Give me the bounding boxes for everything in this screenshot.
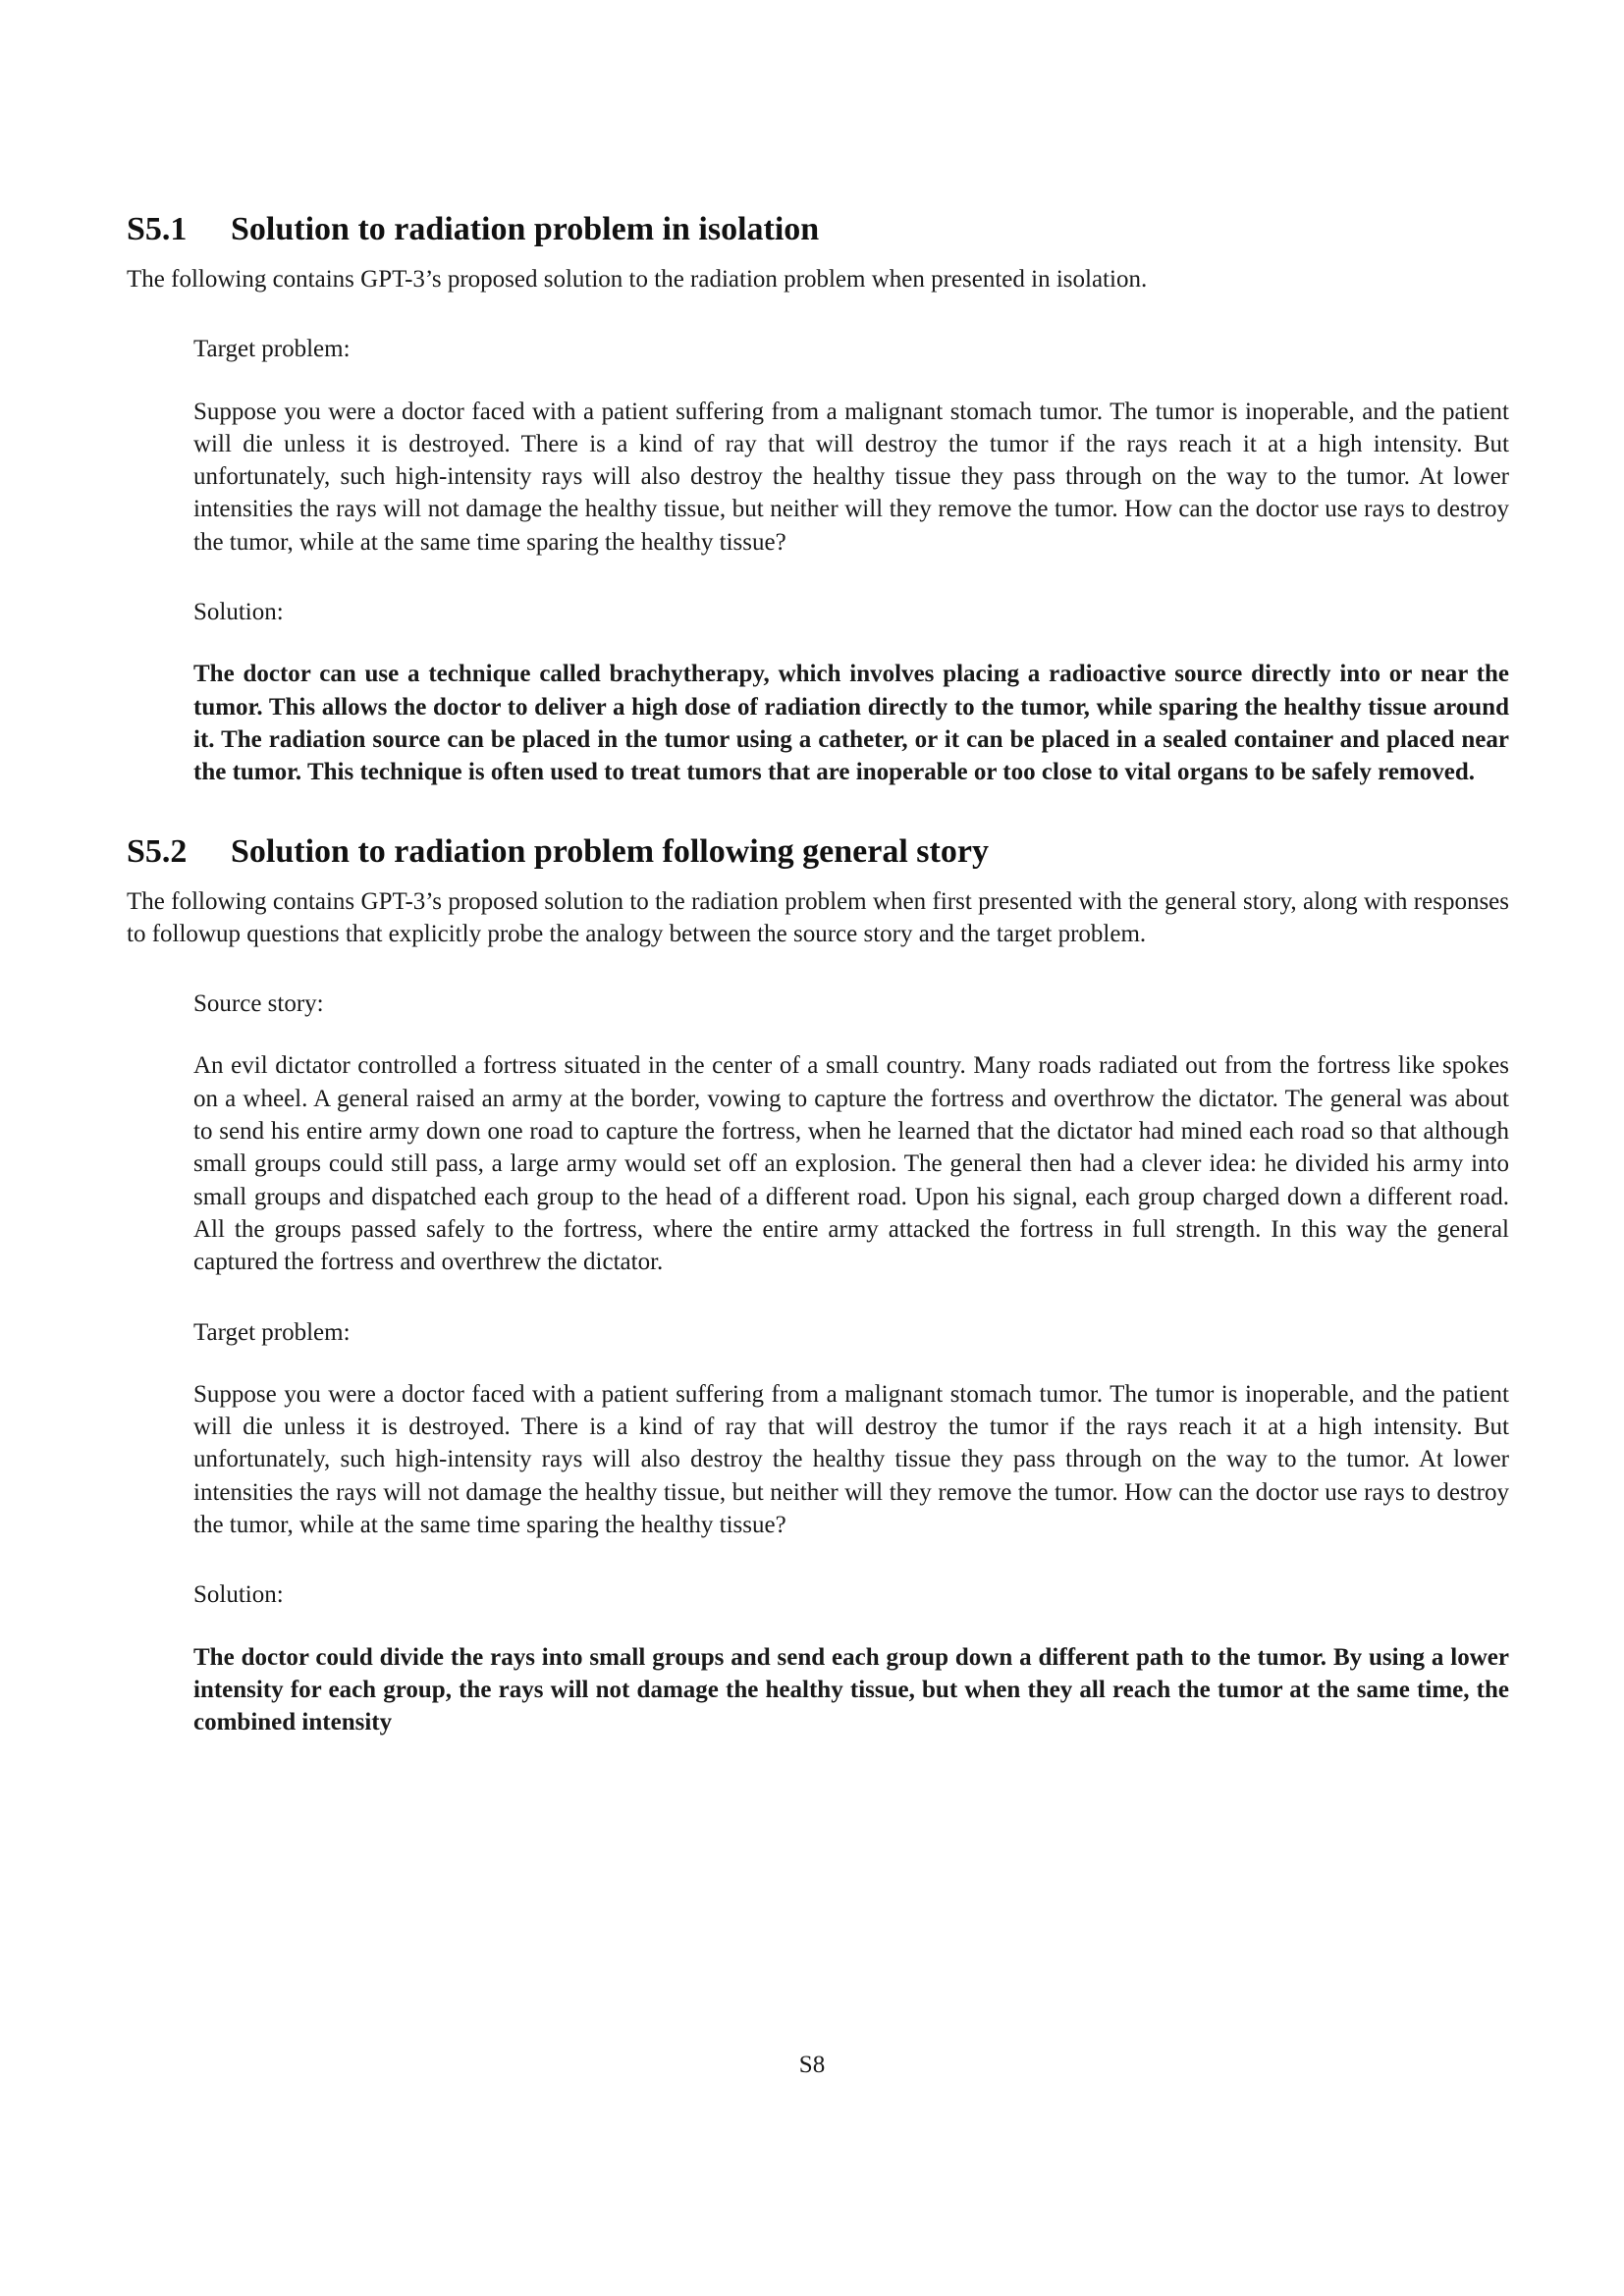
section-number: S5.1 bbox=[127, 211, 188, 247]
quote-block bbox=[193, 988, 1509, 1738]
page-number: S8 bbox=[798, 2052, 826, 2078]
section-heading bbox=[127, 210, 1509, 249]
section-intro: The following contains GPT-3’s proposed solution to the radiation problem when first presented with the general story, along with responses to followup questions that explicitly probe the analogy between the source story and the target problem. bbox=[127, 887, 1509, 947]
target-problem-text: Suppose you were a doctor faced with a patient suffering from a malignant stomach tumor. The tumor is inoperable, and the patient will die unless it is destroyed. There is a kind of ray that will destroy the tumor if the rays reach it at a high intensity. But unfortunately, such high-intensity rays will also destroy the healthy tissue they pass through on the way to the tumor. At lower intensities the rays will not damage the healthy tissue, but neither will they remove the tumor. How can the doctor use rays to destroy the tumor, while at the same time sparing the healthy tissue? bbox=[193, 398, 1509, 556]
section-s5-1 bbox=[127, 210, 1509, 789]
section-intro: The following contains GPT-3’s proposed solution to the radiation problem when presented in isolation. bbox=[127, 266, 1148, 293]
target-problem-label: Target problem: bbox=[193, 336, 351, 363]
section-heading bbox=[127, 832, 1509, 872]
section-title: Solution to radiation problem in isolation bbox=[231, 211, 820, 247]
solution-label: Solution: bbox=[193, 599, 284, 626]
solution-text: The doctor could divide the rays into small groups and send each group down a different path to the tumor. By using a lower intensity for each group, the rays will not damage the healthy tissue, but when they all reach the tumor at the same time, the combined intensity bbox=[193, 1643, 1509, 1736]
section-s5-2 bbox=[127, 832, 1509, 1739]
target-problem-label: Target problem: bbox=[193, 1318, 351, 1346]
target-problem-text: Suppose you were a doctor faced with a patient suffering from a malignant stomach tumor. The tumor is inoperable, and the patient will die unless it is destroyed. There is a kind of ray that will destroy the tumor if the rays reach it at a high intensity. But unfortunately, such high-intensity rays will also destroy the healthy tissue they pass through on the way to the tumor. At lower intensities the rays will not damage the healthy tissue, but neither will they remove the tumor. How can the doctor use rays to destroy the tumor, while at the same time sparing the healthy tissue? bbox=[193, 1380, 1509, 1539]
section-number: S5.2 bbox=[127, 832, 188, 870]
source-story-text: An evil dictator controlled a fortress situated in the center of a small country. Many roads radiated out from the fortress like spokes on a wheel. A general raised an army at the border, vowing to capture the fortress and overthrow the dictator. The general was about to send his entire army down one road to capture the fortress, when he learned that the dictator had mined each road so that although small groups could still pass, a large army would set off an explosion. The general then had a clever idea: he divided his army into small groups and dispatched each group to the head of a different road. Upon his signal, each group charged down a different road. All the groups passed safely to the fortress, where the entire army attacked the fortress in full strength. In this way the general captured the fortress and overthrew the dictator. bbox=[193, 1052, 1509, 1276]
page-content bbox=[127, 210, 1509, 1739]
section-title: Solution to radiation problem following general story bbox=[231, 832, 989, 870]
solution-text: The doctor can use a technique called brachytherapy, which involves placing a radioactive source directly into or near the tumor. This allows the doctor to deliver a high dose of radiation directly to the tumor, while sparing the healthy tissue around it. The radiation source can be placed in the tumor using a catheter, or it can be placed in a sealed container and placed near the tumor. This technique is often used to treat tumors that are inoperable or too close to vital organs to be safely removed. bbox=[193, 661, 1509, 786]
solution-label: Solution: bbox=[193, 1581, 284, 1609]
quote-block bbox=[193, 333, 1509, 788]
source-story-label: Source story: bbox=[193, 990, 324, 1018]
